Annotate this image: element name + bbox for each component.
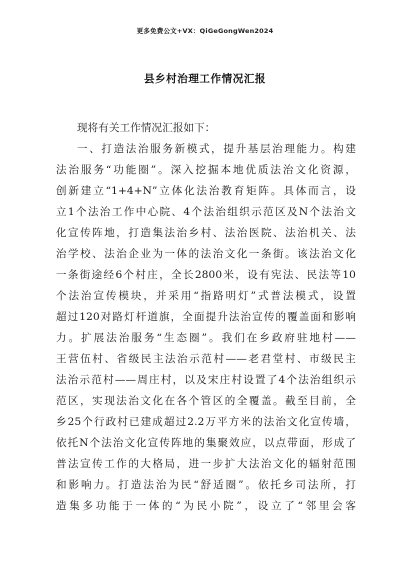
body-line: 现将有关工作情况汇报如下： xyxy=(77,122,216,134)
body-line: 立1个法治工作中心院、4个法治组织示范区及N个法治文 xyxy=(56,206,356,218)
body-line: 力。扩展法治服务“生态圈”。我们在乡政府驻地村—— xyxy=(56,332,356,344)
body-line: 范区，实现法治文化在各个管区的全覆盖。截至目前，全 xyxy=(56,395,356,407)
body-line: 化宣传阵地，打造集法治乡村、法治医院、法治机关、法 xyxy=(56,227,356,239)
body-line: 治学校、法治企业为一体的法治文化一条街。该法治文化 xyxy=(56,248,356,260)
body-line: 普法宣传工作的大格局，进一步扩大法治文化的辐射范围 xyxy=(56,458,356,470)
document-title: 县乡村治理工作情况汇报 xyxy=(143,73,267,85)
body-line: 依托N个法治文化宣传阵地的集聚效应，以点带面，形成了 xyxy=(56,437,356,449)
body-line: 创新建立“1+4+N”立体化法治教育矩阵。具体而言，设 xyxy=(56,185,356,197)
body-line: 王营伍村、省级民主法治示范村——老君堂村、市级民主 xyxy=(56,353,356,365)
body-line: 和影响力。打造法治为民“舒适圈”。依托乡司法所，打 xyxy=(56,479,356,491)
body-line: 一、打造法治服务新模式，提升基层治理能力。构建 xyxy=(77,143,356,155)
body-line: 法治服务“功能圈”。深入挖掘本地优质法治文化资源， xyxy=(56,164,356,176)
body-line: 超过120对路灯杆道旗，全面提升法治宣传的覆盖面和影响 xyxy=(56,311,356,323)
header-note: 更多免费公文+VX：QiGeGongWen2024 xyxy=(136,27,274,35)
body-line: 一条街途经6个村庄，全长2800米，设有宪法、民法等10 xyxy=(56,269,356,281)
body-line: 法治示范村——周庄村，以及宋庄村设置了4个法治组织示 xyxy=(56,374,356,386)
body-line: 个法治宣传模块，并采用“指路明灯”式普法模式，设置 xyxy=(56,290,356,302)
document-body xyxy=(56,118,356,517)
body-line: 造集多功能于一体的“为民小院”，设立了“邻里会客 xyxy=(56,500,356,512)
body-line: 乡25个行政村已建成超过2.2万平方米的法治文化宣传墙， xyxy=(56,416,356,428)
